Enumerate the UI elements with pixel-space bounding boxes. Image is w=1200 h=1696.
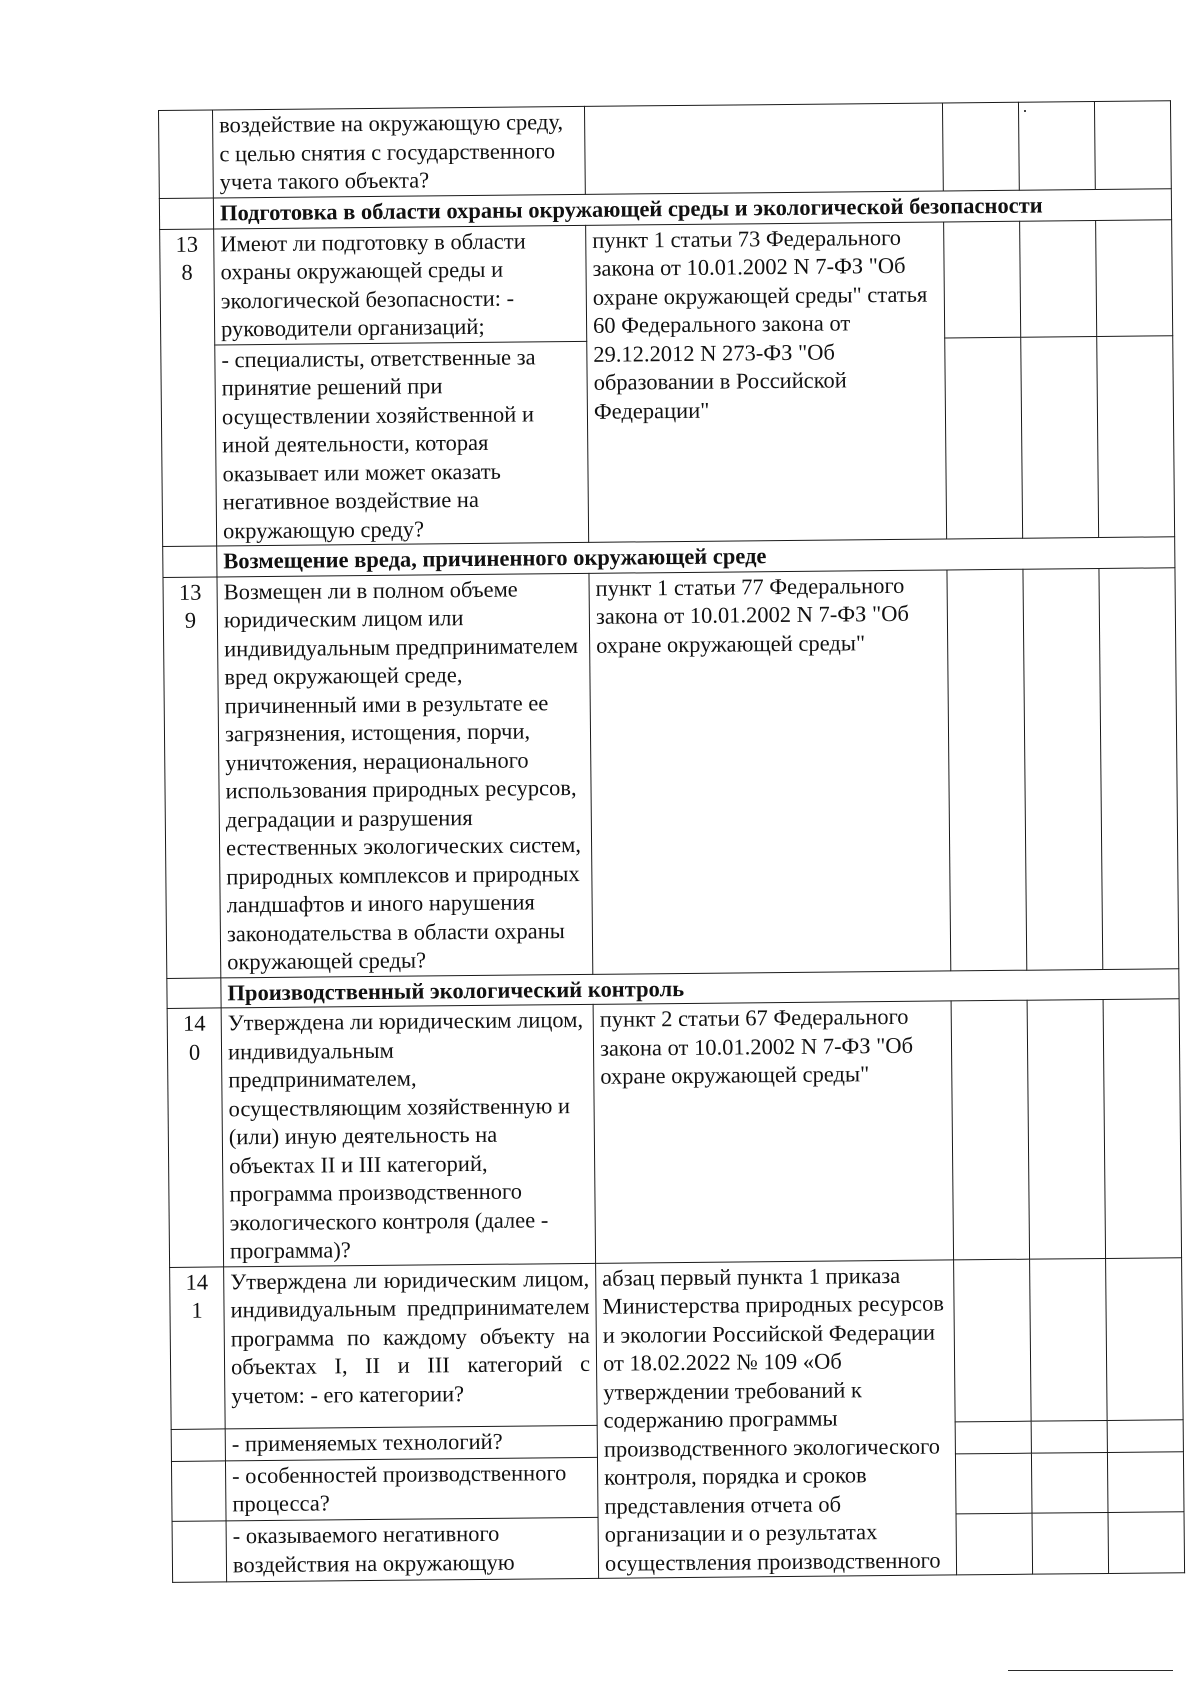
question-cell: - особенностей производственного процесса? <box>225 1457 598 1521</box>
answer-no-cell <box>1018 102 1095 191</box>
row-number-part: 9 <box>184 607 197 633</box>
scan-speck <box>1024 110 1026 112</box>
reference-cell: пункт 1 статьи 73 Федерального закона от 10.01.2002 N 7-ФЗ "Об охране окружающей среды" статья 60 Федерального закона от 29.12.2012 N 273-ФЗ "Об образовании в Российской Федерации" <box>586 221 947 542</box>
table-row <box>170 1257 1184 1429</box>
reference-cell: абзац первый пункта 1 приказа Министерства природных ресурсов и экологии Российской Федерации от 18.02.2022 № 109 «Об утверждении требований к содержанию программы производственного экологического контроля, порядка и сроков представления отчета об организации и о результатах осуществления производственного <box>596 1259 957 1578</box>
number-cell <box>171 1460 226 1521</box>
answer-no-cell <box>1023 568 1103 970</box>
answer-yes-cell <box>955 1453 1032 1514</box>
answer-yes-cell <box>954 1259 1032 1422</box>
number-cell <box>172 1521 227 1582</box>
reference-cell <box>584 103 943 194</box>
number-cell <box>159 110 214 199</box>
question-cell: - специалисты, ответственные за принятие решений при осуществлении хозяйственной и иной деятельности, которая оказывает или может оказать негативное воздействие на окружающую среду? <box>215 341 589 546</box>
answer-yes-cell <box>955 1421 1031 1453</box>
row-number <box>160 228 217 546</box>
answer-no-cell <box>1031 1421 1107 1453</box>
table-row <box>167 999 1181 1267</box>
question-cell: воздействие на окружающую среду, с целью снятия с государственного учета такого объекта? <box>213 106 586 198</box>
footer-rule <box>1008 1670 1173 1671</box>
question-cell: - оказываемого негативного воздействия на окружающую <box>226 1518 599 1582</box>
answer-na-cell <box>1094 101 1171 190</box>
reference-cell: пункт 1 статьи 77 Федерального закона от 10.01.2002 N 7-ФЗ "Об охране окружающей среды" <box>589 569 951 973</box>
table-row-continued <box>159 101 1172 199</box>
answer-yes-cell <box>951 1000 1029 1259</box>
answer-yes-cell <box>945 337 1023 539</box>
answer-na-cell <box>1106 1257 1184 1420</box>
section-title: Производственный экологический контроль <box>221 968 1179 1008</box>
answer-yes-cell <box>942 102 1019 191</box>
row-number-part: 14 <box>185 1269 209 1295</box>
question-cell: Утверждена ли юридическим лицом, индивидуальным предпринимателем, осуществляющим хозяйственную и (или) иную деятельность на объектах II и III категорий, программа производственного экологического контроля (далее - программа)? <box>221 1004 595 1266</box>
row-number-part: 8 <box>181 259 193 285</box>
answer-na-cell <box>1096 219 1173 336</box>
reference-cell: пункт 2 статьи 67 Федерального закона от 10.01.2002 N 7-ФЗ "Об охране окружающей среды" <box>593 1001 953 1263</box>
section-number-cell <box>159 198 213 229</box>
answer-na-cell <box>1107 1420 1183 1452</box>
number-cell <box>171 1429 225 1461</box>
answer-yes-cell <box>956 1513 1033 1574</box>
section-number-cell <box>163 546 217 577</box>
section-number-cell <box>167 977 221 1008</box>
question-cell: - применяемых технологий? <box>225 1425 597 1460</box>
answer-na-cell <box>1097 335 1175 537</box>
table-row <box>160 219 1173 345</box>
answer-yes-cell <box>944 221 1021 338</box>
row-number <box>163 576 221 977</box>
answer-no-cell <box>1021 336 1099 538</box>
answer-na-cell <box>1107 1451 1184 1512</box>
answer-no-cell <box>1027 999 1105 1258</box>
answer-no-cell <box>1020 220 1097 337</box>
section-title: Возмещение вреда, причиненного окружающей среде <box>217 537 1175 577</box>
row-number-part: 13 <box>175 231 199 257</box>
answer-na-cell <box>1103 999 1181 1258</box>
row-number <box>170 1266 226 1429</box>
question-cell: Имеют ли подготовку в области охраны окружающей среды и экологической безопасности: - руководители организаций; <box>214 225 587 345</box>
row-number-part: 14 <box>182 1010 206 1036</box>
table-row <box>163 567 1179 978</box>
question-cell: Возмещен ли в полном объеме юридическим лицом или индивидуальным предпринимателем вред окружающей среде, причиненный ими в результате ее загрязнения, истощения, порчи, уничтожения, нерационального использования природных ресурсов, деградации и разрушения естественных экологических систем, природных комплексов и природных ландшафтов и иного нарушения законодательства в области охраны окружающей среды? <box>217 573 593 978</box>
question-cell: Утверждена ли юридическим лицом, индивидуальным предпринимателем программа по каждому объекту на объектах I, II и III категорий с учетом: - его категории? <box>224 1263 598 1429</box>
row-number-part: 1 <box>191 1297 203 1323</box>
row-number <box>167 1008 223 1267</box>
answer-no-cell <box>1030 1258 1108 1421</box>
section-title: Подготовка в области охраны окружающей среды и экологической безопасности <box>213 189 1171 229</box>
answer-na-cell <box>1108 1512 1185 1573</box>
answer-no-cell <box>1031 1452 1108 1513</box>
answer-na-cell <box>1099 567 1179 969</box>
row-number-part: 0 <box>188 1039 201 1065</box>
answer-no-cell <box>1032 1513 1109 1574</box>
row-number-part: 13 <box>178 579 202 605</box>
answer-yes-cell <box>947 569 1027 971</box>
checklist-table <box>158 100 1185 1583</box>
